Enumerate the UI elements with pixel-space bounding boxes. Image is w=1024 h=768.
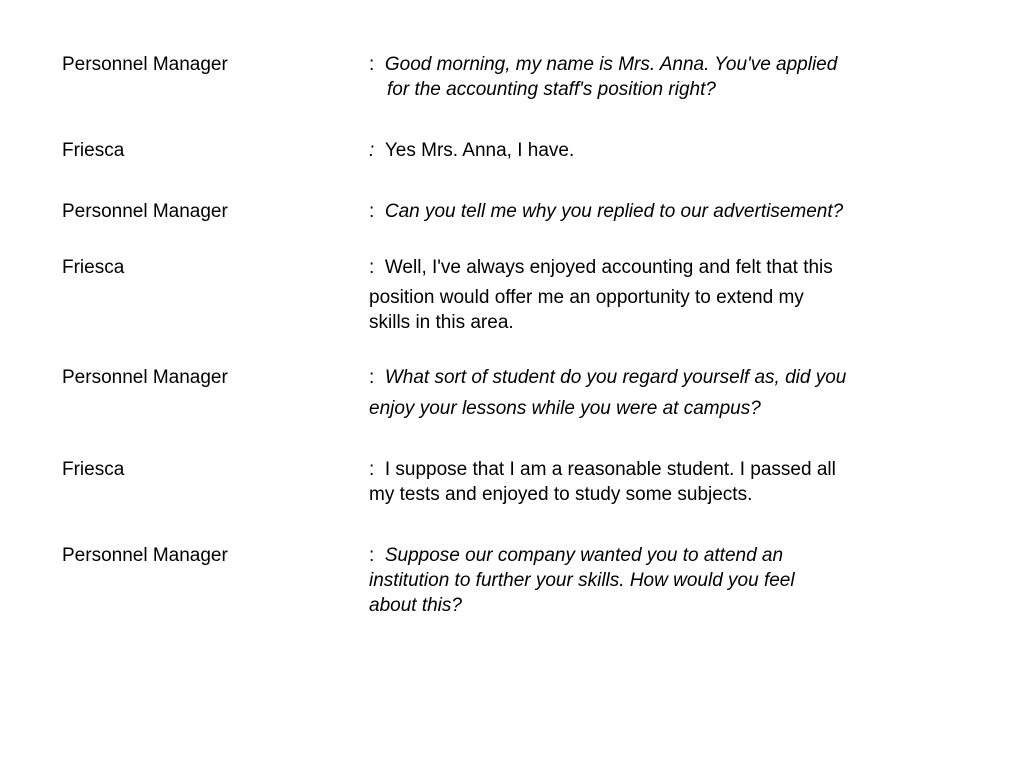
dialogue-line [369, 202, 843, 221]
colon: : [369, 545, 375, 566]
utterance-text: Well, I've always enjoyed accounting and felt that this [384, 257, 833, 278]
dialogue-line [369, 258, 833, 277]
colon: : [369, 459, 375, 480]
dialogue-line [369, 460, 836, 479]
dialogue-line [369, 141, 574, 160]
speaker-label: Personnel Manager [62, 545, 228, 566]
colon: : [369, 257, 375, 278]
colon: : [369, 367, 375, 388]
dialogue-line [369, 368, 846, 387]
speaker-label: Friesca [62, 140, 125, 161]
utterance-text: my tests and enjoyed to study some subjects. [369, 484, 753, 505]
dialogue-line [369, 546, 783, 565]
speaker-label: Friesca [62, 257, 125, 278]
utterance-text: about this? [369, 595, 462, 616]
colon: : [369, 140, 375, 161]
dialogue-line [369, 55, 837, 74]
speaker-label: Personnel Manager [62, 201, 228, 222]
utterance-text: Can you tell me why you replied to our advertisement? [384, 201, 844, 222]
utterance-text: What sort of student do you regard yourself as, did you [384, 367, 847, 388]
utterance-text: Yes Mrs. Anna, I have. [384, 140, 575, 161]
utterance-text: I suppose that I am a reasonable student. I passed all [384, 459, 836, 480]
colon: : [369, 54, 375, 75]
utterance-text: Suppose our company wanted you to attend an [384, 545, 784, 566]
utterance-text: Good morning, my name is Mrs. Anna. You've applied [384, 54, 838, 75]
utterance-text: position would offer me an opportunity to extend my [369, 287, 804, 308]
utterance-text: skills in this area. [369, 312, 514, 333]
utterance-text: for the accounting staff's position right? [387, 79, 716, 100]
utterance-text: institution to further your skills. How would you feel [369, 570, 795, 591]
speaker-label: Friesca [62, 459, 125, 480]
speaker-label: Personnel Manager [62, 54, 228, 75]
colon: : [369, 201, 375, 222]
speaker-label: Personnel Manager [62, 367, 228, 388]
utterance-text: enjoy your lessons while you were at campus? [369, 398, 761, 419]
